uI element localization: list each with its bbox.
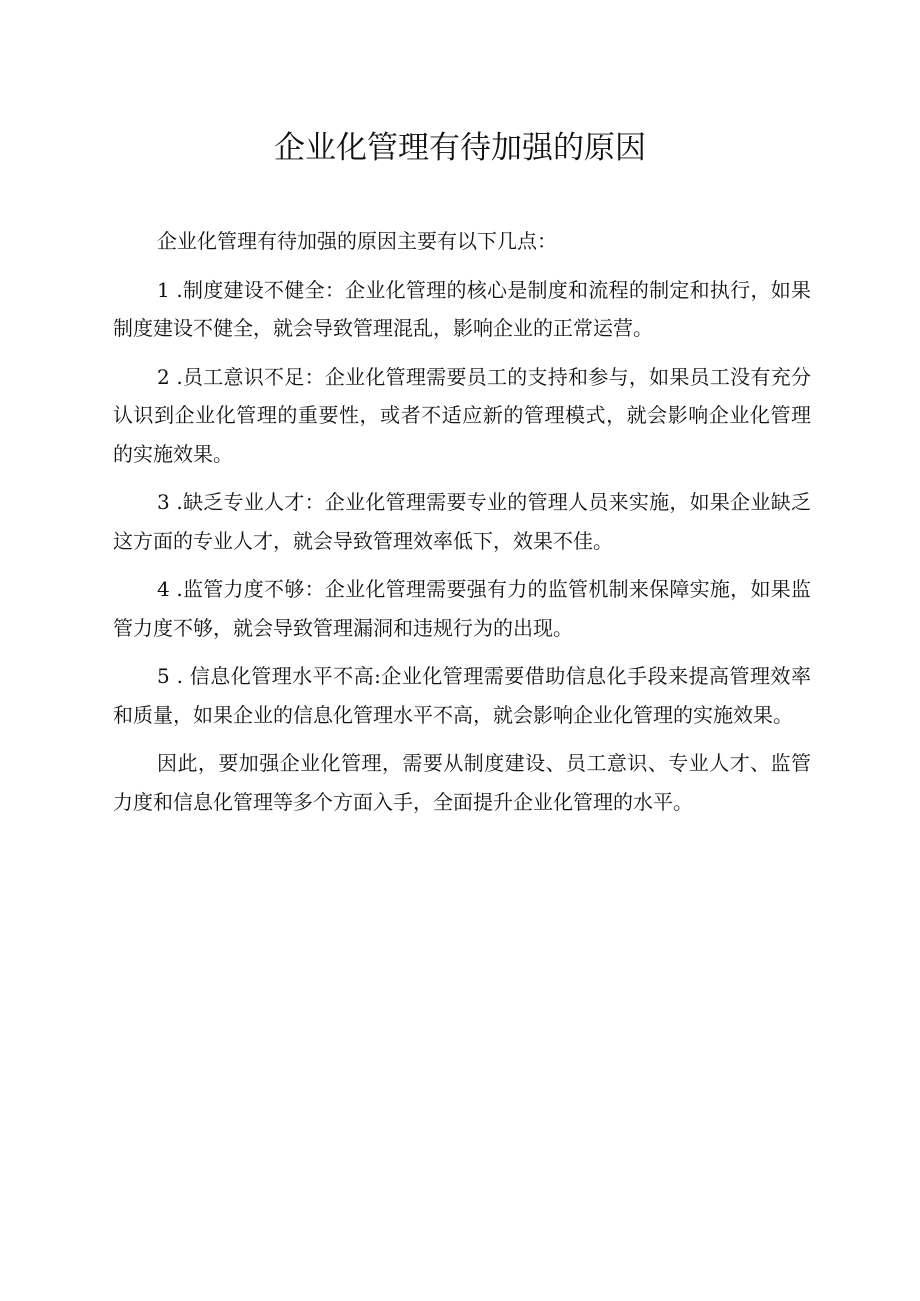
conclusion-paragraph: 因此，要加强企业化管理，需要从制度建设、员工意识、专业人才、监管力度和信息化管理等多个方面入手，全面提升企业化管理的水平。 — [113, 751, 811, 814]
reason-paragraph-4: 4 .监管力度不够：企业化管理需要强有力的监管机制来保障实施，如果监管力度不够，就会导致管理漏洞和违规行为的出现。 — [113, 577, 811, 640]
reason-paragraph-1: 1 .制度建设不健全：企业化管理的核心是制度和流程的制定和执行，如果制度建设不健全，就会导致管理混乱，影响企业的正常运营。 — [113, 277, 811, 340]
intro-paragraph: 企业化管理有待加强的原因主要有以下几点： — [157, 229, 557, 253]
reason-paragraph-2: 2 .员工意识不足：企业化管理需要员工的支持和参与，如果员工没有充分认识到企业化管理的重要性，或者不适应新的管理模式，就会影响企业化管理的实施效果。 — [113, 364, 811, 466]
reason-paragraph-5: 5 . 信息化管理水平不高:企业化管理需要借助信息化手段来提高管理效率和质量，如果企业的信息化管理水平不高，就会影响企业化管理的实施效果。 — [113, 664, 811, 727]
document-title: 企业化管理有待加强的原因 — [274, 130, 646, 166]
document-body — [113, 222, 811, 821]
reason-paragraph-3: 3 .缺乏专业人才：企业化管理需要专业的管理人员来实施，如果企业缺乏这方面的专业人才，就会导致管理效率低下，效果不佳。 — [113, 490, 811, 553]
